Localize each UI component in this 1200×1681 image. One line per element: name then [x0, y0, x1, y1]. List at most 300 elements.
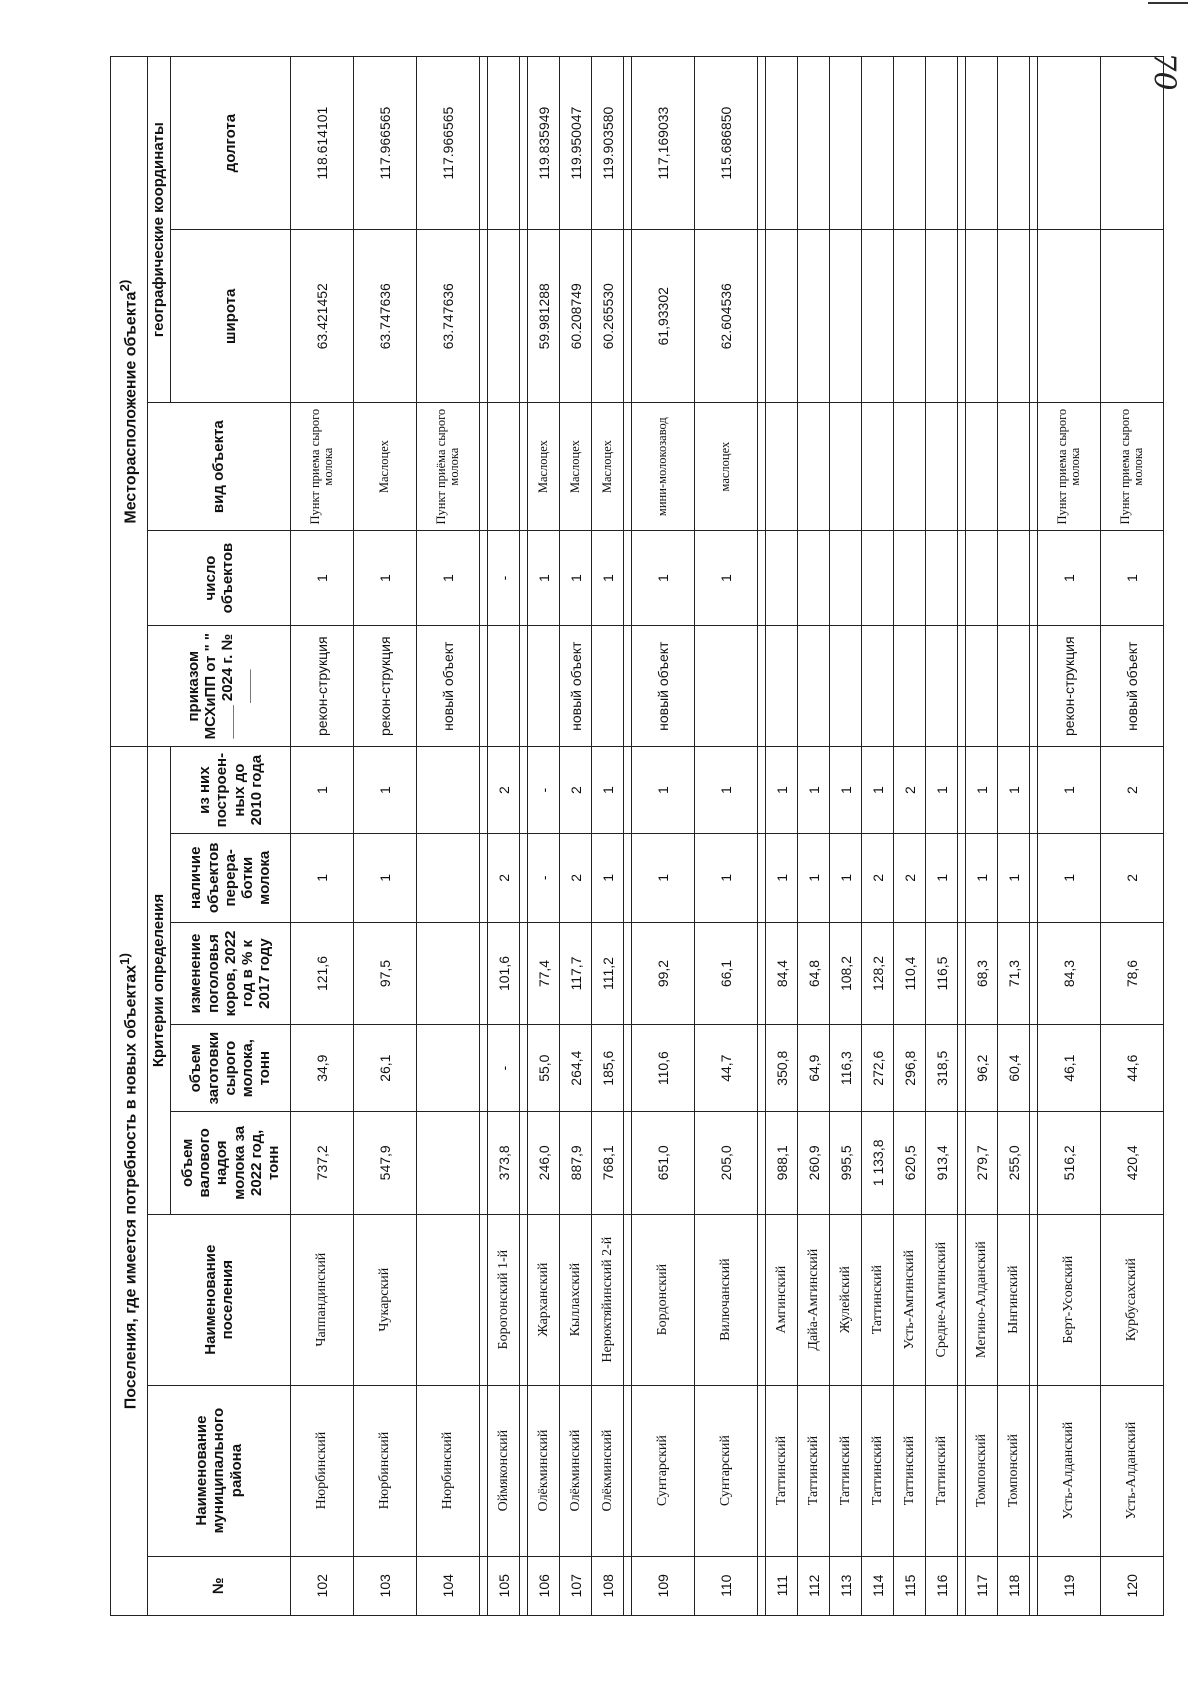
procurement: 110,6 [632, 1025, 695, 1112]
district-name: Олёкминский [560, 1385, 592, 1556]
separator-cell [520, 922, 528, 1025]
built-before: 1 [632, 747, 695, 834]
header-cows-change: изменение поголовья коров, 2022 год в % к 2017 году [171, 922, 291, 1025]
built-before: 1 [798, 747, 830, 834]
separator-cell [758, 1111, 766, 1214]
separator-cell [624, 403, 632, 531]
object-type: Пункт приёма сырого молока [417, 403, 480, 531]
object-type [830, 403, 862, 531]
separator-cell [520, 1385, 528, 1556]
separator-cell [520, 1556, 528, 1615]
processing-count: 2 [1101, 833, 1164, 922]
object-type: Маслоцех [354, 403, 417, 531]
order-status: новый объект [1101, 626, 1164, 747]
built-before: 1 [592, 747, 624, 834]
separator-cell [520, 1025, 528, 1112]
header-procurement: объем заготовки сырого молока, тонн [171, 1025, 291, 1112]
longitude: 119.950047 [560, 57, 592, 230]
separator-cell [624, 833, 632, 922]
built-before: 1 [695, 747, 758, 834]
built-before: 1 [966, 747, 998, 834]
cows-change: 116,5 [926, 922, 958, 1025]
header-lat: широта [171, 230, 291, 403]
built-before: 1 [1038, 747, 1101, 834]
separator-cell [958, 626, 966, 747]
separator-cell [520, 530, 528, 625]
separator-cell [480, 1385, 488, 1556]
separator-cell [958, 833, 966, 922]
separator-cell [1030, 833, 1038, 922]
settlement-name: Жулейский [830, 1214, 862, 1385]
district-name: Томпонский [998, 1385, 1030, 1556]
separator-cell [520, 1111, 528, 1214]
header-row-1 [148, 57, 171, 1616]
separator-cell [624, 922, 632, 1025]
row-number: 110 [695, 1556, 758, 1615]
processing-count: 1 [291, 833, 354, 922]
object-count [766, 530, 798, 625]
row-number: 111 [766, 1556, 798, 1615]
object-type [966, 403, 998, 531]
separator-cell [958, 747, 966, 834]
separator-cell [480, 230, 488, 403]
milk-volume: 547,9 [354, 1111, 417, 1214]
object-count: 1 [695, 530, 758, 625]
separator-cell [958, 1111, 966, 1214]
table-body [291, 57, 1164, 1616]
object-type [998, 403, 1030, 531]
header-processing: наличие объектов перера-ботки молока [171, 833, 291, 922]
object-type: Пункт приема сырого молока [1038, 403, 1101, 531]
milk-volume: 913,4 [926, 1111, 958, 1214]
separator-cell [480, 1556, 488, 1615]
object-count [926, 530, 958, 625]
settlement-name [417, 1214, 480, 1385]
latitude: 63.421452 [291, 230, 354, 403]
object-type [488, 403, 520, 531]
processing-count: 1 [966, 833, 998, 922]
longitude: 119.835949 [528, 57, 560, 230]
milk-volume: 246,0 [528, 1111, 560, 1214]
district-name: Олёкминский [592, 1385, 624, 1556]
row-number: 106 [528, 1556, 560, 1615]
procurement: 46,1 [1038, 1025, 1101, 1112]
settlement-name: Бордонский [632, 1214, 695, 1385]
milk-volume: 255,0 [998, 1111, 1030, 1214]
group-separator [958, 57, 966, 1616]
object-count: 1 [291, 530, 354, 625]
longitude [798, 57, 830, 230]
order-status [862, 626, 894, 747]
built-before: 2 [560, 747, 592, 834]
group-separator [624, 57, 632, 1616]
table-row [592, 57, 624, 1616]
separator-cell [624, 1025, 632, 1112]
built-before [417, 747, 480, 834]
processing-count: 1 [926, 833, 958, 922]
row-number: 118 [998, 1556, 1030, 1615]
row-number: 112 [798, 1556, 830, 1615]
latitude [798, 230, 830, 403]
separator-cell [758, 922, 766, 1025]
object-count: 1 [354, 530, 417, 625]
district-name: Сунтарский [632, 1385, 695, 1556]
separator-cell [520, 403, 528, 531]
settlement-name: Чукарский [354, 1214, 417, 1385]
top-edge-stroke [1148, 2, 1188, 4]
latitude: 63.747636 [417, 230, 480, 403]
longitude [1101, 57, 1164, 230]
separator-cell [758, 230, 766, 403]
order-status [798, 626, 830, 747]
settlement-name: Усть-Амгинский [894, 1214, 926, 1385]
longitude [1038, 57, 1101, 230]
object-type [926, 403, 958, 531]
order-status [528, 626, 560, 747]
district-name: Таттинский [830, 1385, 862, 1556]
separator-cell [1030, 403, 1038, 531]
settlements-table [110, 56, 1164, 1616]
cows-change: 128,2 [862, 922, 894, 1025]
separator-cell [958, 1556, 966, 1615]
separator-cell [624, 626, 632, 747]
procurement: 44,6 [1101, 1025, 1164, 1112]
separator-cell [520, 747, 528, 834]
settlement-name: Берт-Усовский [1038, 1214, 1101, 1385]
milk-volume: 1 133,8 [862, 1111, 894, 1214]
processing-count: 1 [766, 833, 798, 922]
settlement-name: Борогонский 1-й [488, 1214, 520, 1385]
separator-cell [480, 1214, 488, 1385]
separator-cell [758, 747, 766, 834]
separator-cell [480, 530, 488, 625]
object-count: 1 [1038, 530, 1101, 625]
cows-change [417, 922, 480, 1025]
longitude [766, 57, 798, 230]
built-before: 1 [926, 747, 958, 834]
longitude [830, 57, 862, 230]
header-no: № [148, 1556, 291, 1615]
milk-volume: 420,4 [1101, 1111, 1164, 1214]
milk-volume: 651,0 [632, 1111, 695, 1214]
settlement-name: Нерюктяйинский 2-й [592, 1214, 624, 1385]
cows-change: 77,4 [528, 922, 560, 1025]
separator-cell [1030, 1111, 1038, 1214]
procurement: - [488, 1025, 520, 1112]
object-count [862, 530, 894, 625]
longitude [998, 57, 1030, 230]
order-status [695, 626, 758, 747]
procurement: 318,5 [926, 1025, 958, 1112]
table-row [695, 57, 758, 1616]
object-count: 1 [632, 530, 695, 625]
cows-change: 101,6 [488, 922, 520, 1025]
separator-cell [958, 1385, 966, 1556]
table-row [417, 57, 480, 1616]
object-count: 1 [1101, 530, 1164, 625]
header-geo: географические координаты [148, 57, 171, 403]
table-row [926, 57, 958, 1616]
separator-cell [480, 747, 488, 834]
table-row [291, 57, 354, 1616]
latitude [966, 230, 998, 403]
separator-cell [1030, 530, 1038, 625]
cows-change: 84,4 [766, 922, 798, 1025]
separator-cell [758, 833, 766, 922]
object-type: Пункт приема сырого молока [291, 403, 354, 531]
group-separator [480, 57, 488, 1616]
order-status [830, 626, 862, 747]
milk-volume: 620,5 [894, 1111, 926, 1214]
row-number: 103 [354, 1556, 417, 1615]
separator-cell [958, 1214, 966, 1385]
table-row [632, 57, 695, 1616]
table-row [830, 57, 862, 1616]
object-type [894, 403, 926, 531]
cows-change: 68,3 [966, 922, 998, 1025]
settlement-name: Чаппандинский [291, 1214, 354, 1385]
separator-cell [624, 1556, 632, 1615]
order-status: новый объект [632, 626, 695, 747]
cows-change: 110,4 [894, 922, 926, 1025]
procurement: 64,9 [798, 1025, 830, 1112]
latitude [1101, 230, 1164, 403]
separator-cell [758, 1385, 766, 1556]
milk-volume: 279,7 [966, 1111, 998, 1214]
object-count: - [488, 530, 520, 625]
table-row [354, 57, 417, 1616]
latitude [766, 230, 798, 403]
object-type [798, 403, 830, 531]
latitude: 59.981288 [528, 230, 560, 403]
object-count: 1 [417, 530, 480, 625]
milk-volume: 737,2 [291, 1111, 354, 1214]
separator-cell [624, 1214, 632, 1385]
separator-cell [480, 57, 488, 230]
milk-volume: 887,9 [560, 1111, 592, 1214]
latitude: 63.747636 [354, 230, 417, 403]
procurement: 116,3 [830, 1025, 862, 1112]
row-number: 120 [1101, 1556, 1164, 1615]
cows-change: 121,6 [291, 922, 354, 1025]
district-name: Усть-Алданский [1101, 1385, 1164, 1556]
separator-cell [1030, 57, 1038, 230]
title-left: Поселения, где имеется потребность в новых объектах$^{1)}$ [111, 747, 148, 1616]
processing-count: 1 [998, 833, 1030, 922]
table-row [488, 57, 520, 1616]
separator-cell [1030, 1025, 1038, 1112]
order-status [926, 626, 958, 747]
row-number: 119 [1038, 1556, 1101, 1615]
separator-cell [480, 403, 488, 531]
procurement: 26,1 [354, 1025, 417, 1112]
header-milk-volume: объем валового надоя молока за 2022 год, тонн [171, 1111, 291, 1214]
processing-count: 2 [560, 833, 592, 922]
procurement [417, 1025, 480, 1112]
separator-cell [520, 230, 528, 403]
header-built-before: из них построен-ных до 2010 года [171, 747, 291, 834]
procurement: 296,8 [894, 1025, 926, 1112]
cows-change: 99,2 [632, 922, 695, 1025]
settlement-name: Мегино-Алданский [966, 1214, 998, 1385]
cows-change: 97,5 [354, 922, 417, 1025]
object-type: маслоцех [695, 403, 758, 531]
order-status: новый объект [417, 626, 480, 747]
milk-volume: 373,8 [488, 1111, 520, 1214]
group-separator [1030, 57, 1038, 1616]
milk-volume: 768,1 [592, 1111, 624, 1214]
processing-count: - [528, 833, 560, 922]
separator-cell [624, 530, 632, 625]
processing-count: 1 [354, 833, 417, 922]
longitude [862, 57, 894, 230]
group-separator [520, 57, 528, 1616]
object-type [862, 403, 894, 531]
longitude: 115.686850 [695, 57, 758, 230]
separator-cell [758, 530, 766, 625]
order-status [998, 626, 1030, 747]
table-row [966, 57, 998, 1616]
district-name: Таттинский [894, 1385, 926, 1556]
header-type: вид объекта [148, 403, 291, 531]
district-name: Олёкминский [528, 1385, 560, 1556]
order-status [488, 626, 520, 747]
built-before: 1 [998, 747, 1030, 834]
object-count [894, 530, 926, 625]
row-number: 117 [966, 1556, 998, 1615]
built-before: 2 [1101, 747, 1164, 834]
built-before: 1 [291, 747, 354, 834]
separator-cell [624, 1111, 632, 1214]
built-before: 1 [766, 747, 798, 834]
milk-volume: 988,1 [766, 1111, 798, 1214]
object-type: Маслоцех [560, 403, 592, 531]
latitude: 62.604536 [695, 230, 758, 403]
cows-change: 71,3 [998, 922, 1030, 1025]
separator-cell [1030, 230, 1038, 403]
built-before: 1 [354, 747, 417, 834]
order-status [894, 626, 926, 747]
settlement-name: Дайа-Амгинский [798, 1214, 830, 1385]
separator-cell [1030, 922, 1038, 1025]
processing-count: 1 [1038, 833, 1101, 922]
district-name: Оймяконский [488, 1385, 520, 1556]
procurement: 44,7 [695, 1025, 758, 1112]
district-name: Таттинский [862, 1385, 894, 1556]
table-row [766, 57, 798, 1616]
table-row [1038, 57, 1101, 1616]
separator-cell [958, 403, 966, 531]
order-status [592, 626, 624, 747]
separator-cell [520, 833, 528, 922]
latitude [894, 230, 926, 403]
processing-count: 1 [592, 833, 624, 922]
separator-cell [624, 1385, 632, 1556]
row-number: 116 [926, 1556, 958, 1615]
separator-cell [520, 1214, 528, 1385]
separator-cell [1030, 1556, 1038, 1615]
procurement: 60,4 [998, 1025, 1030, 1112]
row-number: 102 [291, 1556, 354, 1615]
separator-cell [1030, 626, 1038, 747]
separator-cell [520, 626, 528, 747]
district-name: Таттинский [798, 1385, 830, 1556]
longitude: 118.614101 [291, 57, 354, 230]
table-row [528, 57, 560, 1616]
table-row [894, 57, 926, 1616]
table-row [1101, 57, 1164, 1616]
separator-cell [520, 57, 528, 230]
latitude [830, 230, 862, 403]
header-lon: долгота [171, 57, 291, 230]
row-number: 107 [560, 1556, 592, 1615]
procurement: 34,9 [291, 1025, 354, 1112]
separator-cell [1030, 747, 1038, 834]
district-name: Нюрбинский [291, 1385, 354, 1556]
object-count: 1 [560, 530, 592, 625]
built-before: - [528, 747, 560, 834]
settlement-name: Таттинский [862, 1214, 894, 1385]
procurement: 55,0 [528, 1025, 560, 1112]
latitude [1038, 230, 1101, 403]
settlement-name: Курбусахский [1101, 1214, 1164, 1385]
built-before: 1 [830, 747, 862, 834]
milk-volume: 205,0 [695, 1111, 758, 1214]
group-separator [758, 57, 766, 1616]
separator-cell [624, 747, 632, 834]
object-count: 1 [592, 530, 624, 625]
procurement: 264,4 [560, 1025, 592, 1112]
separator-cell [480, 1111, 488, 1214]
built-before: 1 [862, 747, 894, 834]
settlement-name: Амгинский [766, 1214, 798, 1385]
procurement: 96,2 [966, 1025, 998, 1112]
object-type: Пункт приема сырого молока [1101, 403, 1164, 531]
object-type [766, 403, 798, 531]
order-status [766, 626, 798, 747]
cows-change: 78,6 [1101, 922, 1164, 1025]
latitude: 61,93302 [632, 230, 695, 403]
latitude [926, 230, 958, 403]
row-number: 109 [632, 1556, 695, 1615]
processing-count: 1 [830, 833, 862, 922]
header-district: Наименование муниципального района [148, 1385, 291, 1556]
title-right: Месторасположение объекта$^{2)}$ [111, 57, 148, 747]
order-status: новый объект [560, 626, 592, 747]
district-name: Сунтарский [695, 1385, 758, 1556]
cows-change: 64,8 [798, 922, 830, 1025]
longitude [966, 57, 998, 230]
processing-count: 2 [488, 833, 520, 922]
object-type: мини-молокозавод [632, 403, 695, 531]
separator-cell [480, 922, 488, 1025]
title-row [111, 57, 148, 1616]
header-criteria: Критерии определения [148, 747, 171, 1214]
separator-cell [1030, 1214, 1038, 1385]
cows-change: 111,2 [592, 922, 624, 1025]
table-row [798, 57, 830, 1616]
separator-cell [958, 922, 966, 1025]
row-number: 108 [592, 1556, 624, 1615]
longitude: 117.966565 [354, 57, 417, 230]
district-name: Таттинский [766, 1385, 798, 1556]
procurement: 272,6 [862, 1025, 894, 1112]
milk-volume: 260,9 [798, 1111, 830, 1214]
order-status: рекон-струкция [291, 626, 354, 747]
separator-cell [958, 230, 966, 403]
separator-cell [958, 530, 966, 625]
table-row [998, 57, 1030, 1616]
